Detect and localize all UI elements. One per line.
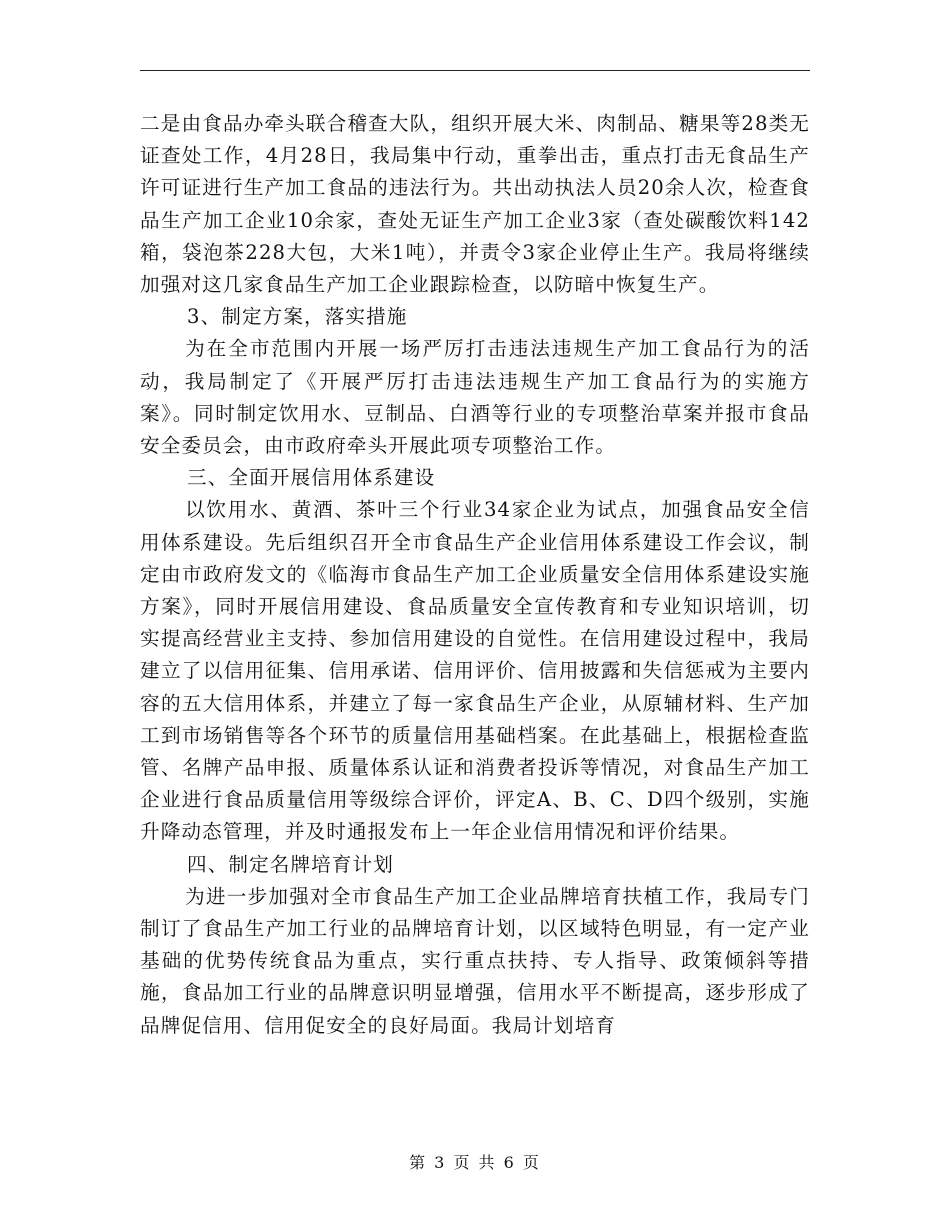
paragraph-credit: 以饮用水、黄酒、茶叶三个行业34家企业为试点，加强食品安全信用体系建设。先后组织召开全市食品生产企业信用体系建设工作会议，制定由市政府发文的《临海市食品生产加工企业质量安全信用体系建设实施方案》，同时开展信用建设、食品质量安全宣传教育和专业知识培训，切实提高经营业主支持、参加信用建设的自觉性。在信用建设过程中，我局建立了以信用征集、信用承诺、信用评价、信用披露和失信惩戒为主要内容的五大信用体系，并建立了每一家食品生产企业，从原辅材料、生产加工到市场销售等各个环节的质量信用基础档案。在此基础上，根据检查监管、名牌产品申报、质量体系认证和消费者投诉等情况，对食品生产加工企业进行食品质量信用等级综合评价，评定A、B、C、D四个级别，实施升降动态管理，并及时通报发布上一年企业信用情况和评价结果。 [140, 498, 810, 844]
section-heading-brand: 四、制定名牌培育计划 [187, 852, 394, 876]
document-body [140, 108, 810, 1042]
paragraph-continued: 二是由食品办牵头联合稽查大队，组织开展大米、肉制品、糖果等28类无证查处工作，4月28日，我局集中行动，重拳出击，重点打击无食品生产许可证进行生产加工食品的违法行为。共出动执法人员20余人次，检查食品生产加工企业10余家，查处无证生产加工企业3家（查处碳酸饮料142箱，袋泡茶228大包，大米1吨），并责令3家企业停止生产。我局将继续加强对这几家食品生产加工企业跟踪检查，以防暗中恢复生产。 [140, 112, 810, 297]
section-heading-3: 3、制定方案，落实措施 [187, 305, 408, 329]
header-rule [140, 70, 810, 71]
section-heading-credit: 三、全面开展信用体系建设 [187, 466, 436, 490]
paragraph-plan: 为在全市范围内开展一场严厉打击违法违规生产加工食品行为的活动，我局制定了《开展严厉打击违法违规生产加工食品行为的实施方案》。同时制定饮用水、豆制品、白酒等行业的专项整治草案并报市食品安全委员会，由市政府牵头开展此项专项整治工作。 [140, 337, 810, 458]
paragraph-brand: 为进一步加强对全市食品生产加工企业品牌培育扶植工作，我局专门制订了食品生产加工行业的品牌培育计划，以区域特色明显，有一定产业基础的优势传统食品为重点，实行重点扶持、专人指导、政策倾斜等措施，食品加工行业的品牌意识明显增强，信用水平不断提高，逐步形成了品牌促信用、信用促安全的良好局面。我局计划培育 [140, 884, 810, 1037]
page-footer: 第 3 页 共 6 页 [409, 1153, 541, 1172]
